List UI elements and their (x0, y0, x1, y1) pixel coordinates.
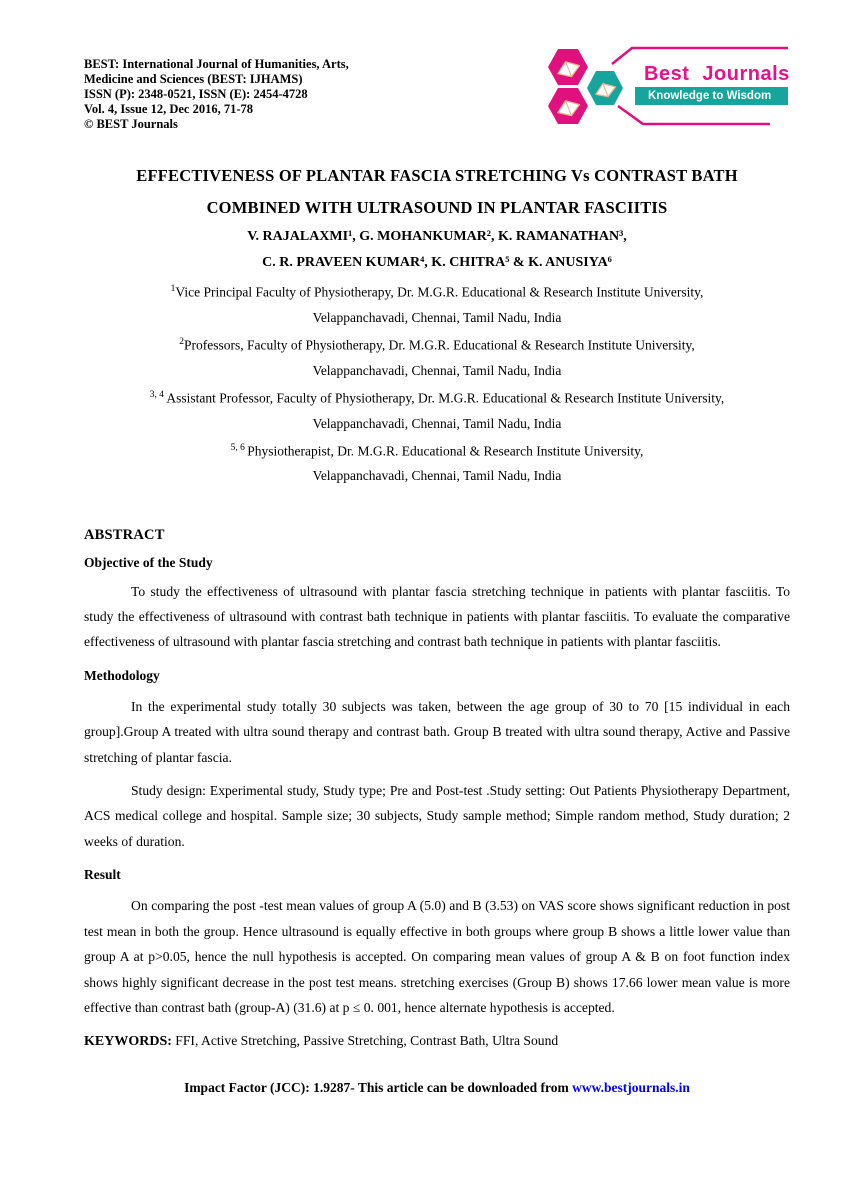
paper-title (84, 160, 790, 224)
affiliation-location: Velappanchavadi, Chennai, Tamil Nadu, India (312, 309, 562, 325)
objective-paragraph: To study the effectiveness of ultrasound with plantar fascia stretching technique in patients with plantar fasciitis. To study the effectiveness of ultrasound with contrast bath technique in patients with plantar fasciitis. To evaluate the comparative effectiveness of ultrasound with plantar fascia stretching and contrast bath technique in patients with plantar fasciitis. (84, 583, 790, 650)
methodology-paragraph-2: Study design: Experimental study, Study type; Pre and Post-test .Study setting: Out Patients Physiotherapy Department, ACS medical college and hospital. Sample size; 30 subjects, Study sample method; Simple random method, Study duration; 2 weeks of duration. (84, 783, 790, 849)
logo-brand-text: Best Journals (644, 63, 790, 85)
affiliations (84, 277, 790, 489)
author-line: V. RAJALAXMI¹, G. MOHANKUMAR², K. RAMANATHAN³, (247, 229, 627, 244)
affiliation-location: Velappanchavadi, Chennai, Tamil Nadu, India (312, 415, 562, 431)
methodology-heading: Methodology (84, 667, 160, 683)
bestjournals-link[interactable]: www.bestjournals.in (572, 1080, 690, 1096)
keywords-line (84, 1028, 790, 1055)
best-journals-logo (540, 42, 790, 132)
logo-hexagons-icon (540, 42, 790, 132)
logo-tagline-text: Knowledge to Wisdom (648, 90, 772, 102)
affiliation-role (84, 277, 790, 305)
affiliation-sup: 3, 4 (149, 389, 167, 400)
keywords-text: FFI, Active Stretching, Passive Stretching, Contrast Bath, Ultra Sound (171, 1033, 559, 1049)
affiliation-role (84, 330, 790, 358)
author-list (84, 224, 790, 276)
affiliation-sup: 5, 6 (230, 442, 248, 453)
journal-info (84, 42, 349, 132)
impact-factor-text: Impact Factor (JCC): 1.9287- This article can be downloaded from (184, 1080, 573, 1096)
page-footer (84, 1075, 790, 1101)
keywords-label: KEYWORDS: (84, 1034, 172, 1050)
result-paragraph: On comparing the post -test mean values of group A (5.0) and B (3.53) on VAS score shows significant reduction in post test mean in both the group. Hence ultrasound is equally effective in both groups where group B shows a little lower value than group A at p>0.05, hence the null hypothesis is accepted. On comparing mean values of group A & B on foot function index shows highly significant decrease in the post test means. stretching exercises (Group B) shows 17.66 lower mean value is more effective than contrast bath (group-A) (31.6) at p ≤ 0. 001, hence alternate hypothesis is accepted. (84, 898, 790, 1015)
paper-title-line1: EFFECTIVENESS OF PLANTAR FASCIA STRETCHING Vs CONTRAST BATH (136, 166, 738, 185)
affiliation-role-text: Vice Principal Faculty of Physiotherapy, Dr. M.G.R. Educational & Research Institute University, (175, 284, 704, 300)
paper-title-line2: COMBINED WITH ULTRASOUND IN PLANTAR FASCIITIS (206, 198, 668, 217)
abstract-heading: ABSTRACT (84, 526, 165, 543)
author-line: C. R. PRAVEEN KUMAR⁴, K. CHITRA⁵ & K. ANUSIYA⁶ (262, 255, 612, 270)
affiliation-role (84, 436, 790, 464)
methodology-paragraph-1: In the experimental study totally 30 subjects was taken, between the age group of 30 to 70 [15 individual in each group].Group A treated with ultra sound therapy and contrast bath. Group B treated with ultra sound therapy, Active and Passive stretching of plantar fascia. (84, 698, 790, 765)
journal-info-line: Medicine and Sciences (BEST: IJHAMS) (84, 72, 303, 86)
affiliation-location: Velappanchavadi, Chennai, Tamil Nadu, India (312, 362, 562, 378)
journal-info-line: © BEST Journals (84, 117, 178, 131)
journal-header (84, 0, 790, 132)
affiliation-role-text: Professors, Faculty of Physiotherapy, Dr. M.G.R. Educational & Research Institute University, (183, 337, 695, 353)
result-heading: Result (84, 867, 121, 883)
affiliation-location: Velappanchavadi, Chennai, Tamil Nadu, India (312, 468, 562, 484)
affiliation-sup: 1 (170, 284, 176, 294)
journal-info-line: BEST: International Journal of Humanities, Arts, (84, 57, 349, 71)
journal-info-line: ISSN (P): 2348-0521, ISSN (E): 2454-4728 (84, 87, 308, 101)
objective-heading: Objective of the Study (84, 554, 213, 570)
journal-info-line: Vol. 4, Issue 12, Dec 2016, 71-78 (84, 102, 253, 116)
affiliation-role-text: Assistant Professor, Faculty of Physiotherapy, Dr. M.G.R. Educational & Research Institute University, (166, 390, 725, 406)
affiliation-sup: 2 (179, 336, 184, 347)
affiliation-role (84, 383, 790, 411)
affiliation-role-text: Physiotherapist, Dr. M.G.R. Educational & Research Institute University, (247, 443, 644, 459)
